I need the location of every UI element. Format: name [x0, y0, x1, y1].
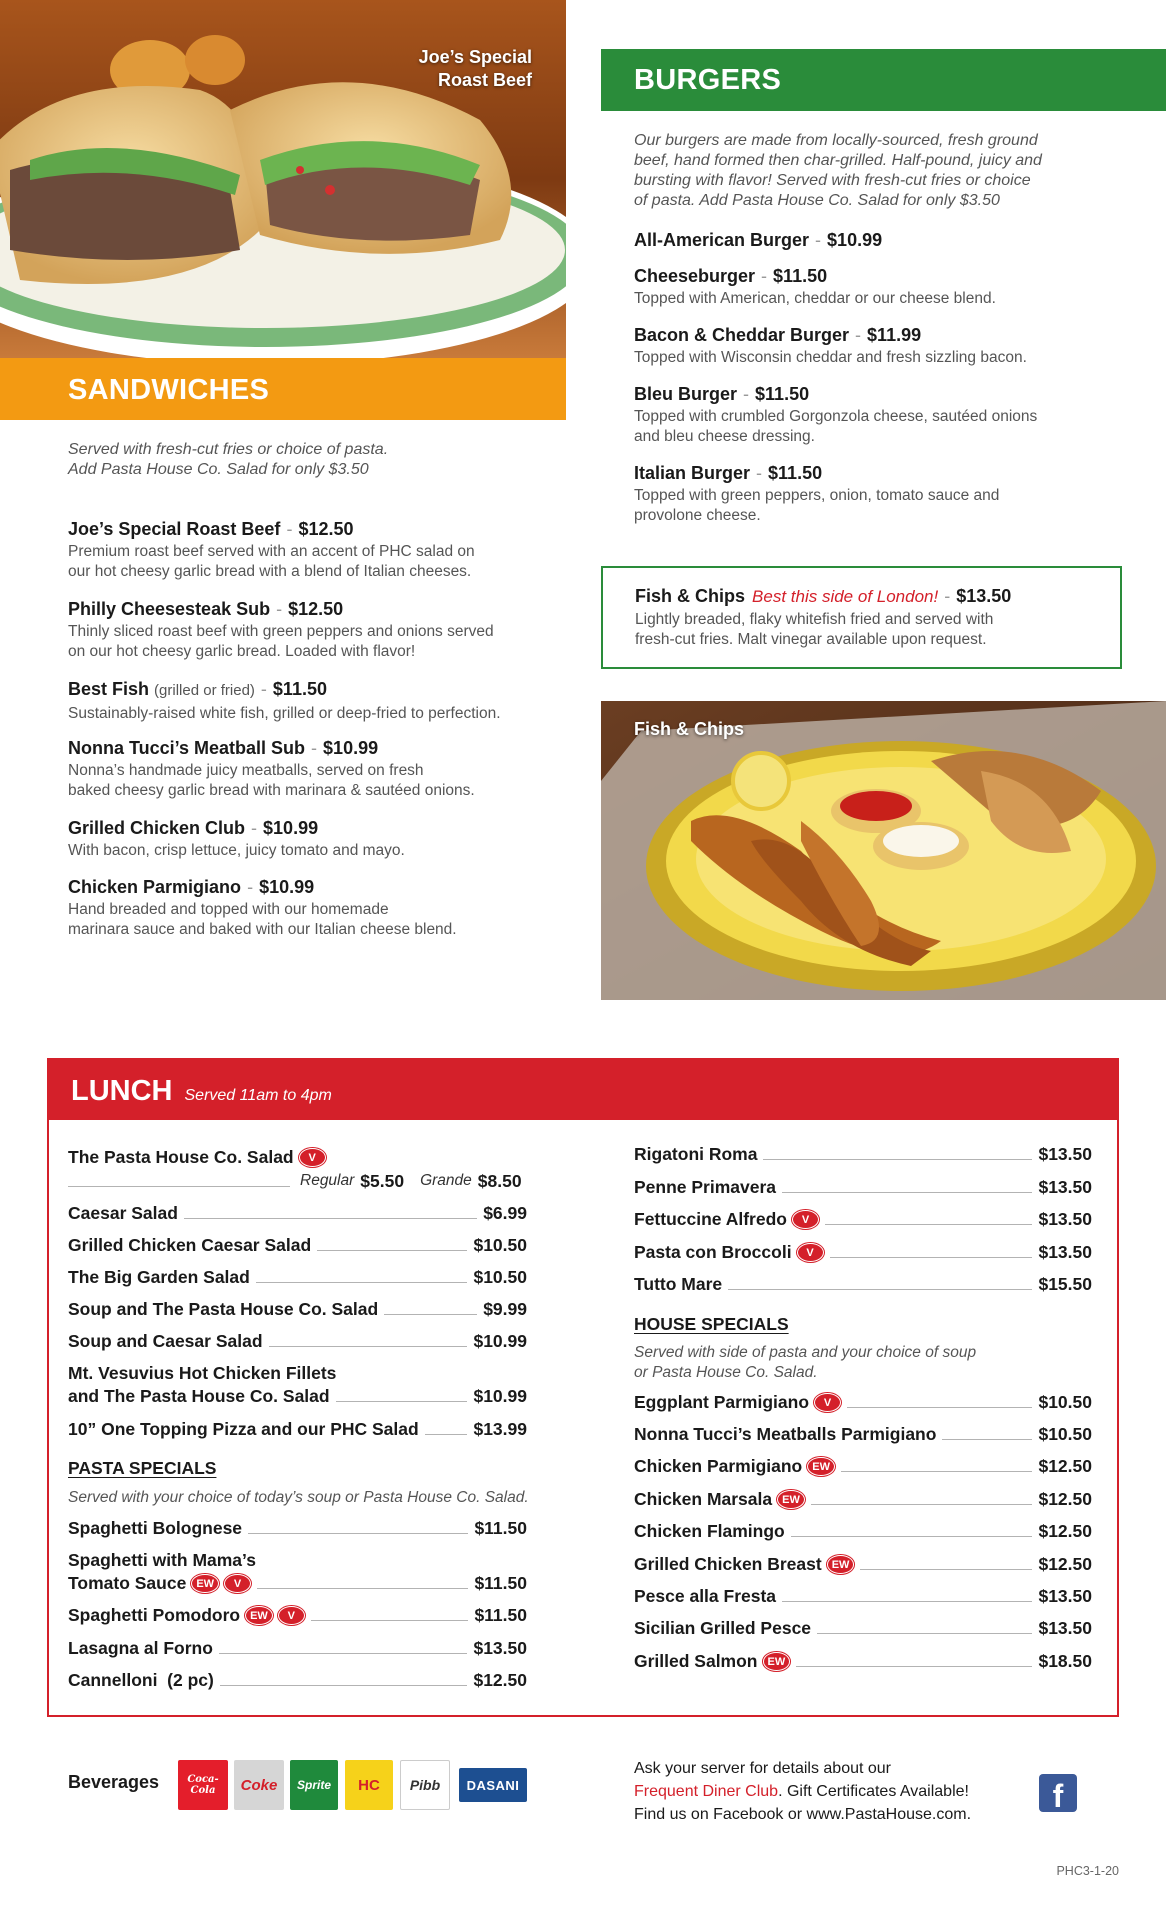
pasta-specials-note: Served with your choice of today’s soup or Pasta House Co. Salad. — [68, 1489, 529, 1506]
pasta-item-lasagna — [68, 1637, 527, 1659]
eat-well-badge-icon: EW — [827, 1555, 855, 1574]
item-desc: Topped with crumbled Gorgonzola cheese, sautéed onions — [634, 408, 1038, 425]
item-price: $13.50 — [1038, 1177, 1092, 1197]
item-price: $11.50 — [474, 1605, 527, 1625]
menu-item-all-american: All-American Burger - $10.99 — [634, 230, 883, 250]
sprite-logo: Sprite — [290, 1760, 338, 1810]
item-name: Grilled Chicken Breast — [634, 1554, 822, 1574]
item-price: $13.50 — [1038, 1586, 1092, 1606]
item-name: All-American Burger — [634, 230, 810, 250]
item-desc: marinara sauce and baked with our Italian cheese blend. — [68, 921, 457, 938]
menu-item-best-fish: Best Fish (grilled or fried) - $11.50 Sustainably-raised white fish, grilled or deep-fried to perfection. — [68, 678, 558, 724]
item-tagline: Best this side of London! — [752, 587, 939, 606]
intro-line: beef, hand formed then char-grilled. Half-pound, juicy and — [634, 152, 1042, 169]
item-price: $10.99 — [473, 1331, 527, 1351]
item-desc: Lightly breaded, flaky whitefish fried and served with — [635, 611, 994, 628]
item-note: (grilled or fried) — [154, 682, 255, 699]
item-name: Grilled Chicken Caesar Salad — [68, 1235, 312, 1255]
house-item-chicken-parm — [634, 1455, 1092, 1477]
item-desc: and bleu cheese dressing. — [634, 428, 815, 445]
caption-line-2: Roast Beef — [437, 70, 532, 90]
item-name: Spaghetti Pomodoro — [68, 1605, 241, 1625]
item-price: $13.50 — [473, 1638, 527, 1658]
item-desc: our hot cheesy garlic bread with a blend of Italian cheeses. — [68, 563, 472, 580]
item-price: $12.50 — [1038, 1554, 1092, 1574]
pasta-item-cannelloni — [68, 1669, 527, 1691]
footer-info — [634, 1757, 971, 1826]
item-desc: Sustainably-raised white fish, grilled or deep-fried to perfection. — [68, 705, 501, 722]
coca-cola-logo: Coca-Cola — [178, 1760, 228, 1810]
vegetarian-badge-icon: V — [814, 1393, 841, 1412]
item-name: Fettuccine Alfredo — [634, 1209, 787, 1229]
house-specials-heading: HOUSE SPECIALS — [634, 1314, 789, 1334]
item-name: Philly Cheesesteak Sub — [68, 599, 271, 619]
eat-well-badge-icon: EW — [245, 1606, 273, 1625]
item-price: $10.50 — [1038, 1392, 1092, 1412]
pasta-item-bolognese — [68, 1517, 527, 1539]
menu-item-chicken-parm-sandwich: Chicken Parmigiano - $10.99 Hand breaded and topped with our homemade marinara sauce and baked with our Italian cheese blend. — [68, 876, 558, 940]
vegetarian-badge-icon: V — [797, 1243, 824, 1262]
item-price: $12.50 — [1038, 1521, 1092, 1541]
item-name: Best Fish — [68, 679, 150, 699]
item-name: 10” One Topping Pizza and our PHC Salad — [68, 1419, 419, 1439]
item-name: Chicken Marsala — [634, 1489, 773, 1509]
item-desc: Nonna’s handmade juicy meatballs, served on fresh — [68, 762, 424, 779]
menu-item-roast-beef: Joe’s Special Roast Beef - $12.50 Premium roast beef served with an accent of PHC salad on our hot cheesy garlic bread with a blend of Italian cheeses. — [68, 518, 558, 582]
house-specials-note — [634, 1343, 976, 1383]
house-item-sicilian-pesce — [634, 1617, 1092, 1639]
lunch-header — [49, 1060, 1117, 1120]
item-price: $6.99 — [483, 1203, 527, 1223]
item-price: $10.99 — [473, 1386, 527, 1406]
eat-well-badge-icon: EW — [777, 1490, 805, 1509]
item-name: Soup and Caesar Salad — [68, 1331, 263, 1351]
lunch-item-pizza — [68, 1418, 527, 1440]
item-name: Spaghetti with Mama’s — [68, 1550, 256, 1570]
item-price: $13.50 — [1038, 1144, 1092, 1164]
item-name: Chicken Parmigiano — [68, 877, 242, 897]
item-price: $13.50 — [1038, 1242, 1092, 1262]
menu-item-philly: Philly Cheesesteak Sub - $12.50 Thinly sliced roast beef with green peppers and onions served on our hot cheesy garlic bread. Loaded with flavor! — [68, 598, 558, 662]
lunch-item-grilled-caesar — [68, 1234, 527, 1256]
item-price: $10.99 — [263, 818, 319, 838]
item-name: Pesce alla Fresta — [634, 1586, 777, 1606]
item-name: Cannelloni (2 pc) — [68, 1670, 214, 1690]
diet-coke-logo: Coke — [234, 1760, 284, 1810]
caption-line-1: Joe’s Special — [418, 47, 532, 67]
item-name: Pasta con Broccoli — [634, 1242, 792, 1262]
pibb-logo: Pibb — [400, 1760, 450, 1810]
item-name: Tutto Mare — [634, 1274, 723, 1294]
pasta-item-mamas-line1 — [68, 1549, 527, 1571]
item-name: Cheeseburger — [634, 266, 756, 286]
pasta-item-pomodoro — [68, 1604, 527, 1626]
burgers-header: BURGERS — [601, 49, 1166, 111]
house-item-eggplant — [634, 1391, 1092, 1413]
note-line: or Pasta House Co. Salad. — [634, 1364, 818, 1381]
note-line: Served with side of pasta and your choice of soup — [634, 1344, 977, 1361]
menu-item-meatball-sub: Nonna Tucci’s Meatball Sub - $10.99 Nonna’s handmade juicy meatballs, served on fresh baked cheesy garlic bread with marinara & sautéed onions. — [68, 737, 558, 801]
item-desc: baked cheesy garlic bread with marinara & sautéed onions. — [68, 782, 475, 799]
menu-item-chicken-club: Grilled Chicken Club - $10.99 With bacon, crisp lettuce, juicy tomato and mayo. — [68, 817, 558, 861]
item-name: The Pasta House Co. Salad — [68, 1147, 294, 1167]
item-price: $13.50 — [956, 586, 1012, 606]
item-desc: Thinly sliced roast beef with green peppers and onions served — [68, 623, 494, 640]
item-name: Italian Burger — [634, 463, 751, 483]
beverages-label: Beverages — [68, 1772, 160, 1792]
item-name: Lasagna al Forno — [68, 1638, 213, 1658]
item-price: $11.50 — [474, 1518, 527, 1538]
item-name: Soup and The Pasta House Co. Salad — [68, 1299, 379, 1319]
lunch-item-broccoli — [634, 1241, 1092, 1263]
item-desc: Hand breaded and topped with our homemade — [68, 901, 389, 918]
sandwiches-header: SANDWICHES — [0, 358, 566, 420]
item-price: $13.50 — [1038, 1209, 1092, 1229]
item-price: $12.50 — [298, 519, 354, 539]
lunch-item-garden-salad — [68, 1266, 527, 1288]
house-item-meatballs-parm — [634, 1423, 1092, 1445]
item-price: $10.99 — [827, 230, 883, 250]
lunch-item-vesuvius-line1 — [68, 1362, 527, 1384]
item-name: Rigatoni Roma — [634, 1144, 758, 1164]
item-name: Joe’s Special Roast Beef — [68, 519, 281, 539]
frequent-diner-link[interactable]: Frequent Diner Club — [634, 1783, 779, 1800]
eat-well-badge-icon: EW — [763, 1652, 791, 1671]
item-price: $13.99 — [473, 1419, 527, 1439]
fish-and-chips-box: Fish & Chips Best this side of London! - $13.50 Lightly breaded, flaky whitefish fried and served with fresh-cut fries. Malt vinegar available upon request. — [601, 566, 1122, 669]
intro-line: Served with fresh-cut fries or choice of pasta. — [68, 441, 389, 458]
item-price: $10.50 — [1038, 1424, 1092, 1444]
lunch-item-phc-salad — [68, 1146, 527, 1168]
item-price: $11.50 — [755, 384, 810, 404]
item-price: $9.99 — [483, 1299, 527, 1319]
item-name: Bleu Burger — [634, 384, 738, 404]
intro-line: of pasta. Add Pasta House Co. Salad for only $3.50 — [634, 192, 1000, 209]
item-desc: Topped with Wisconsin cheddar and fresh sizzling bacon. — [634, 349, 1027, 366]
item-price: $10.50 — [473, 1235, 527, 1255]
dasani-logo: DASANI — [459, 1768, 527, 1802]
item-price: $10.99 — [323, 738, 379, 758]
item-price: $11.50 — [474, 1573, 527, 1593]
menu-code: PHC3-1-20 — [1056, 1864, 1119, 1878]
house-item-pesce-fresta — [634, 1585, 1092, 1607]
item-price: $5.50 — [360, 1171, 405, 1191]
item-name: Chicken Parmigiano — [634, 1456, 803, 1476]
lunch-title: LUNCH — [71, 1075, 173, 1107]
size-label: Regular — [300, 1172, 355, 1189]
intro-line: Our burgers are made from locally-sourced, fresh ground — [634, 132, 1038, 149]
fish-and-chips-photo — [601, 701, 1166, 1000]
lunch-item-soup-phc — [68, 1298, 527, 1320]
item-price: $13.50 — [1038, 1618, 1092, 1638]
item-name: Sicilian Grilled Pesce — [634, 1618, 812, 1638]
vegetarian-badge-icon: V — [299, 1148, 326, 1167]
hi-c-logo: HC — [345, 1760, 393, 1810]
sandwiches-intro — [68, 440, 548, 480]
item-price: $12.50 — [473, 1670, 527, 1690]
vegetarian-badge-icon: V — [278, 1606, 305, 1625]
lunch-item-caesar — [68, 1202, 527, 1224]
intro-line: bursting with flavor! Served with fresh-cut fries or choice — [634, 172, 1031, 189]
item-name: Caesar Salad — [68, 1203, 178, 1223]
item-name: Chicken Flamingo — [634, 1521, 785, 1541]
house-item-salmon — [634, 1650, 1092, 1672]
lunch-subtitle: Served 11am to 4pm — [184, 1087, 332, 1104]
house-item-grilled-chicken — [634, 1553, 1092, 1575]
item-price: $18.50 — [1038, 1651, 1092, 1671]
item-name: Spaghetti Bolognese — [68, 1518, 243, 1538]
menu-item-bleu-burger: Bleu Burger - $11.50 Topped with crumbled Gorgonzola cheese, sautéed onions and bleu cheese dressing. — [634, 383, 1114, 447]
eat-well-badge-icon: EW — [807, 1457, 835, 1476]
item-price: $10.99 — [259, 877, 315, 897]
item-name: Penne Primavera — [634, 1177, 777, 1197]
roast-beef-caption — [332, 46, 532, 92]
eat-well-badge-icon: EW — [191, 1574, 219, 1593]
fish-photo-caption: Fish & Chips — [634, 719, 745, 739]
item-name: Bacon & Cheddar Burger — [634, 325, 850, 345]
item-name: Grilled Chicken Club — [68, 818, 246, 838]
item-name: and The Pasta House Co. Salad — [68, 1386, 330, 1406]
house-item-marsala — [634, 1488, 1092, 1510]
item-name: Nonna Tucci’s Meatball Sub — [68, 738, 306, 758]
item-price: $12.50 — [288, 599, 344, 619]
burgers-intro — [634, 131, 1104, 211]
item-name: The Big Garden Salad — [68, 1267, 250, 1287]
item-desc: provolone cheese. — [634, 507, 761, 524]
lunch-item-fettuccine — [634, 1208, 1092, 1230]
lunch-salad-sizes — [68, 1170, 527, 1192]
item-name: Fish & Chips — [635, 586, 746, 606]
item-price: $8.50 — [477, 1171, 522, 1191]
item-desc: Topped with green peppers, onion, tomato sauce and — [634, 487, 1000, 504]
menu-item-bacon-cheddar: Bacon & Cheddar Burger - $11.99 Topped with Wisconsin cheddar and fresh sizzling bacon. — [634, 324, 1114, 368]
pasta-item-mamas-line2 — [68, 1572, 527, 1594]
item-price: $12.50 — [1038, 1456, 1092, 1476]
item-desc: on our hot cheesy garlic bread. Loaded with flavor! — [68, 643, 416, 660]
lunch-item-tutto-mare — [634, 1273, 1092, 1295]
item-price: $11.50 — [773, 266, 828, 286]
vegetarian-badge-icon: V — [224, 1574, 251, 1593]
menu-item-italian-burger: Italian Burger - $11.50 Topped with green peppers, onion, tomato sauce and provolone cheese. — [634, 462, 1114, 526]
lunch-item-vesuvius-line2 — [68, 1385, 527, 1407]
item-name: Grilled Salmon — [634, 1651, 758, 1671]
item-desc: With bacon, crisp lettuce, juicy tomato and mayo. — [68, 842, 405, 859]
item-desc: fresh-cut fries. Malt vinegar available upon request. — [635, 631, 987, 648]
lunch-item-soup-caesar — [68, 1330, 527, 1352]
footer-line: . Gift Certificates Available! — [778, 1783, 969, 1800]
item-price: $11.50 — [272, 679, 327, 699]
vegetarian-badge-icon: V — [792, 1210, 819, 1229]
item-desc: Premium roast beef served with an accent of PHC salad on — [68, 543, 475, 560]
item-price: $12.50 — [1038, 1489, 1092, 1509]
item-price: $11.50 — [768, 463, 823, 483]
item-price: $15.50 — [1038, 1274, 1092, 1294]
size-label: Grande — [420, 1172, 472, 1189]
house-item-flamingo — [634, 1520, 1092, 1542]
menu-item-cheeseburger: Cheeseburger - $11.50 Topped with American, cheddar or our cheese blend. — [634, 265, 1114, 309]
footer-line: Find us on Facebook or www.PastaHouse.com. — [634, 1806, 972, 1823]
item-name: Eggplant Parmigiano — [634, 1392, 810, 1412]
intro-line: Add Pasta House Co. Salad for only $3.50 — [68, 461, 369, 478]
item-price: $10.50 — [473, 1267, 527, 1287]
item-price: $11.99 — [867, 325, 922, 345]
pasta-specials-heading: PASTA SPECIALS — [68, 1458, 217, 1478]
item-name: Mt. Vesuvius Hot Chicken Fillets — [68, 1363, 337, 1383]
footer-line: Ask your server for details about our — [634, 1760, 892, 1777]
lunch-item-rigatoni — [634, 1143, 1092, 1165]
facebook-icon[interactable]: f — [1039, 1774, 1077, 1812]
item-name: Nonna Tucci’s Meatballs Parmigiano — [634, 1424, 937, 1444]
item-name: Tomato Sauce — [68, 1573, 187, 1593]
item-desc: Topped with American, cheddar or our cheese blend. — [634, 290, 996, 307]
lunch-item-penne — [634, 1176, 1092, 1198]
